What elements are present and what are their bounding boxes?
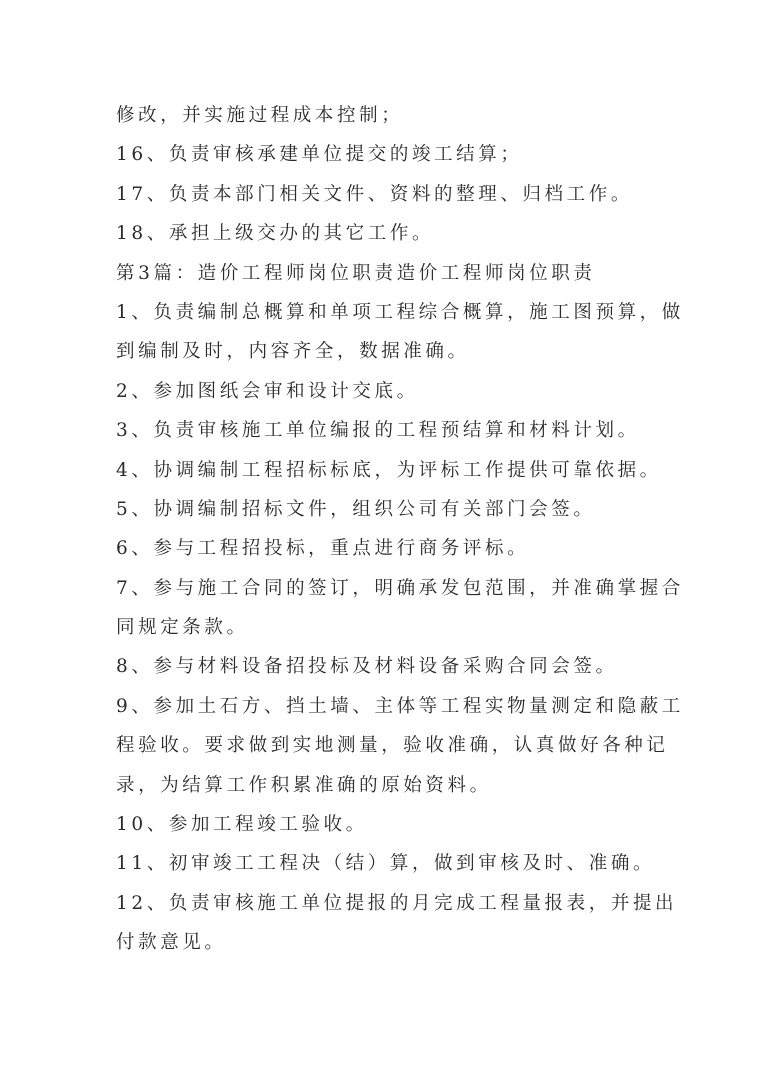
section-heading: 第3篇：造价工程师岗位职责造价工程师岗位职责 xyxy=(116,262,596,284)
duty-item-2: 2、参加图纸会审和设计交底。 xyxy=(116,380,419,402)
duty-item-9-cont: 程验收。要求做到实地测量，验收准确，认真做好各种记 xyxy=(116,735,669,757)
duty-item-9: 9、参加土石方、挡土墙、主体等工程实物量测定和隐蔽工 xyxy=(116,695,684,717)
duty-item-7: 7、参与施工合同的签订，明确承发包范围，并准确掌握合 xyxy=(116,577,684,599)
duty-item-1-cont: 到编制及时，内容齐全，数据准确。 xyxy=(116,341,470,363)
duty-item-6: 6、参与工程招投标，重点进行商务评标。 xyxy=(116,538,530,560)
duty-item-12-cont: 付款意见。 xyxy=(116,932,227,954)
duty-item-3: 3、负责审核施工单位编报的工程预结算和材料计划。 xyxy=(116,420,640,442)
text-line-continuation: 修改，并实施过程成本控制； xyxy=(116,105,404,126)
document-page xyxy=(116,96,684,963)
duty-item-11: 11、初审竣工工程决（结）算，做到审核及时、准确。 xyxy=(116,853,656,875)
duty-item-9-cont2: 录，为结算工作积累准确的原始资料。 xyxy=(116,774,492,796)
duty-item-8: 8、参与材料设备招投标及材料设备采购合同会签。 xyxy=(116,656,618,678)
duty-item-7-cont: 同规定条款。 xyxy=(116,617,249,639)
duty-item-10: 10、参加工程竣工验收。 xyxy=(116,814,368,836)
duty-item-1: 1、负责编制总概算和单项工程综合概算，施工图预算，做 xyxy=(116,301,684,323)
duty-item-16: 16、负责审核承建单位提交的竣工结算； xyxy=(116,144,523,166)
duty-item-5: 5、协调编制招标文件，组织公司有关部门会签。 xyxy=(116,498,596,520)
duty-item-4: 4、协调编制工程招标标底，为评标工作提供可靠依据。 xyxy=(116,459,662,481)
duty-item-17: 17、负责本部门相关文件、资料的整理、归档工作。 xyxy=(116,183,633,205)
duty-item-18: 18、承担上级交办的其它工作。 xyxy=(116,223,435,245)
duty-item-12: 12、负责审核施工单位提报的月完成工程量报表，并提出 xyxy=(116,892,678,914)
